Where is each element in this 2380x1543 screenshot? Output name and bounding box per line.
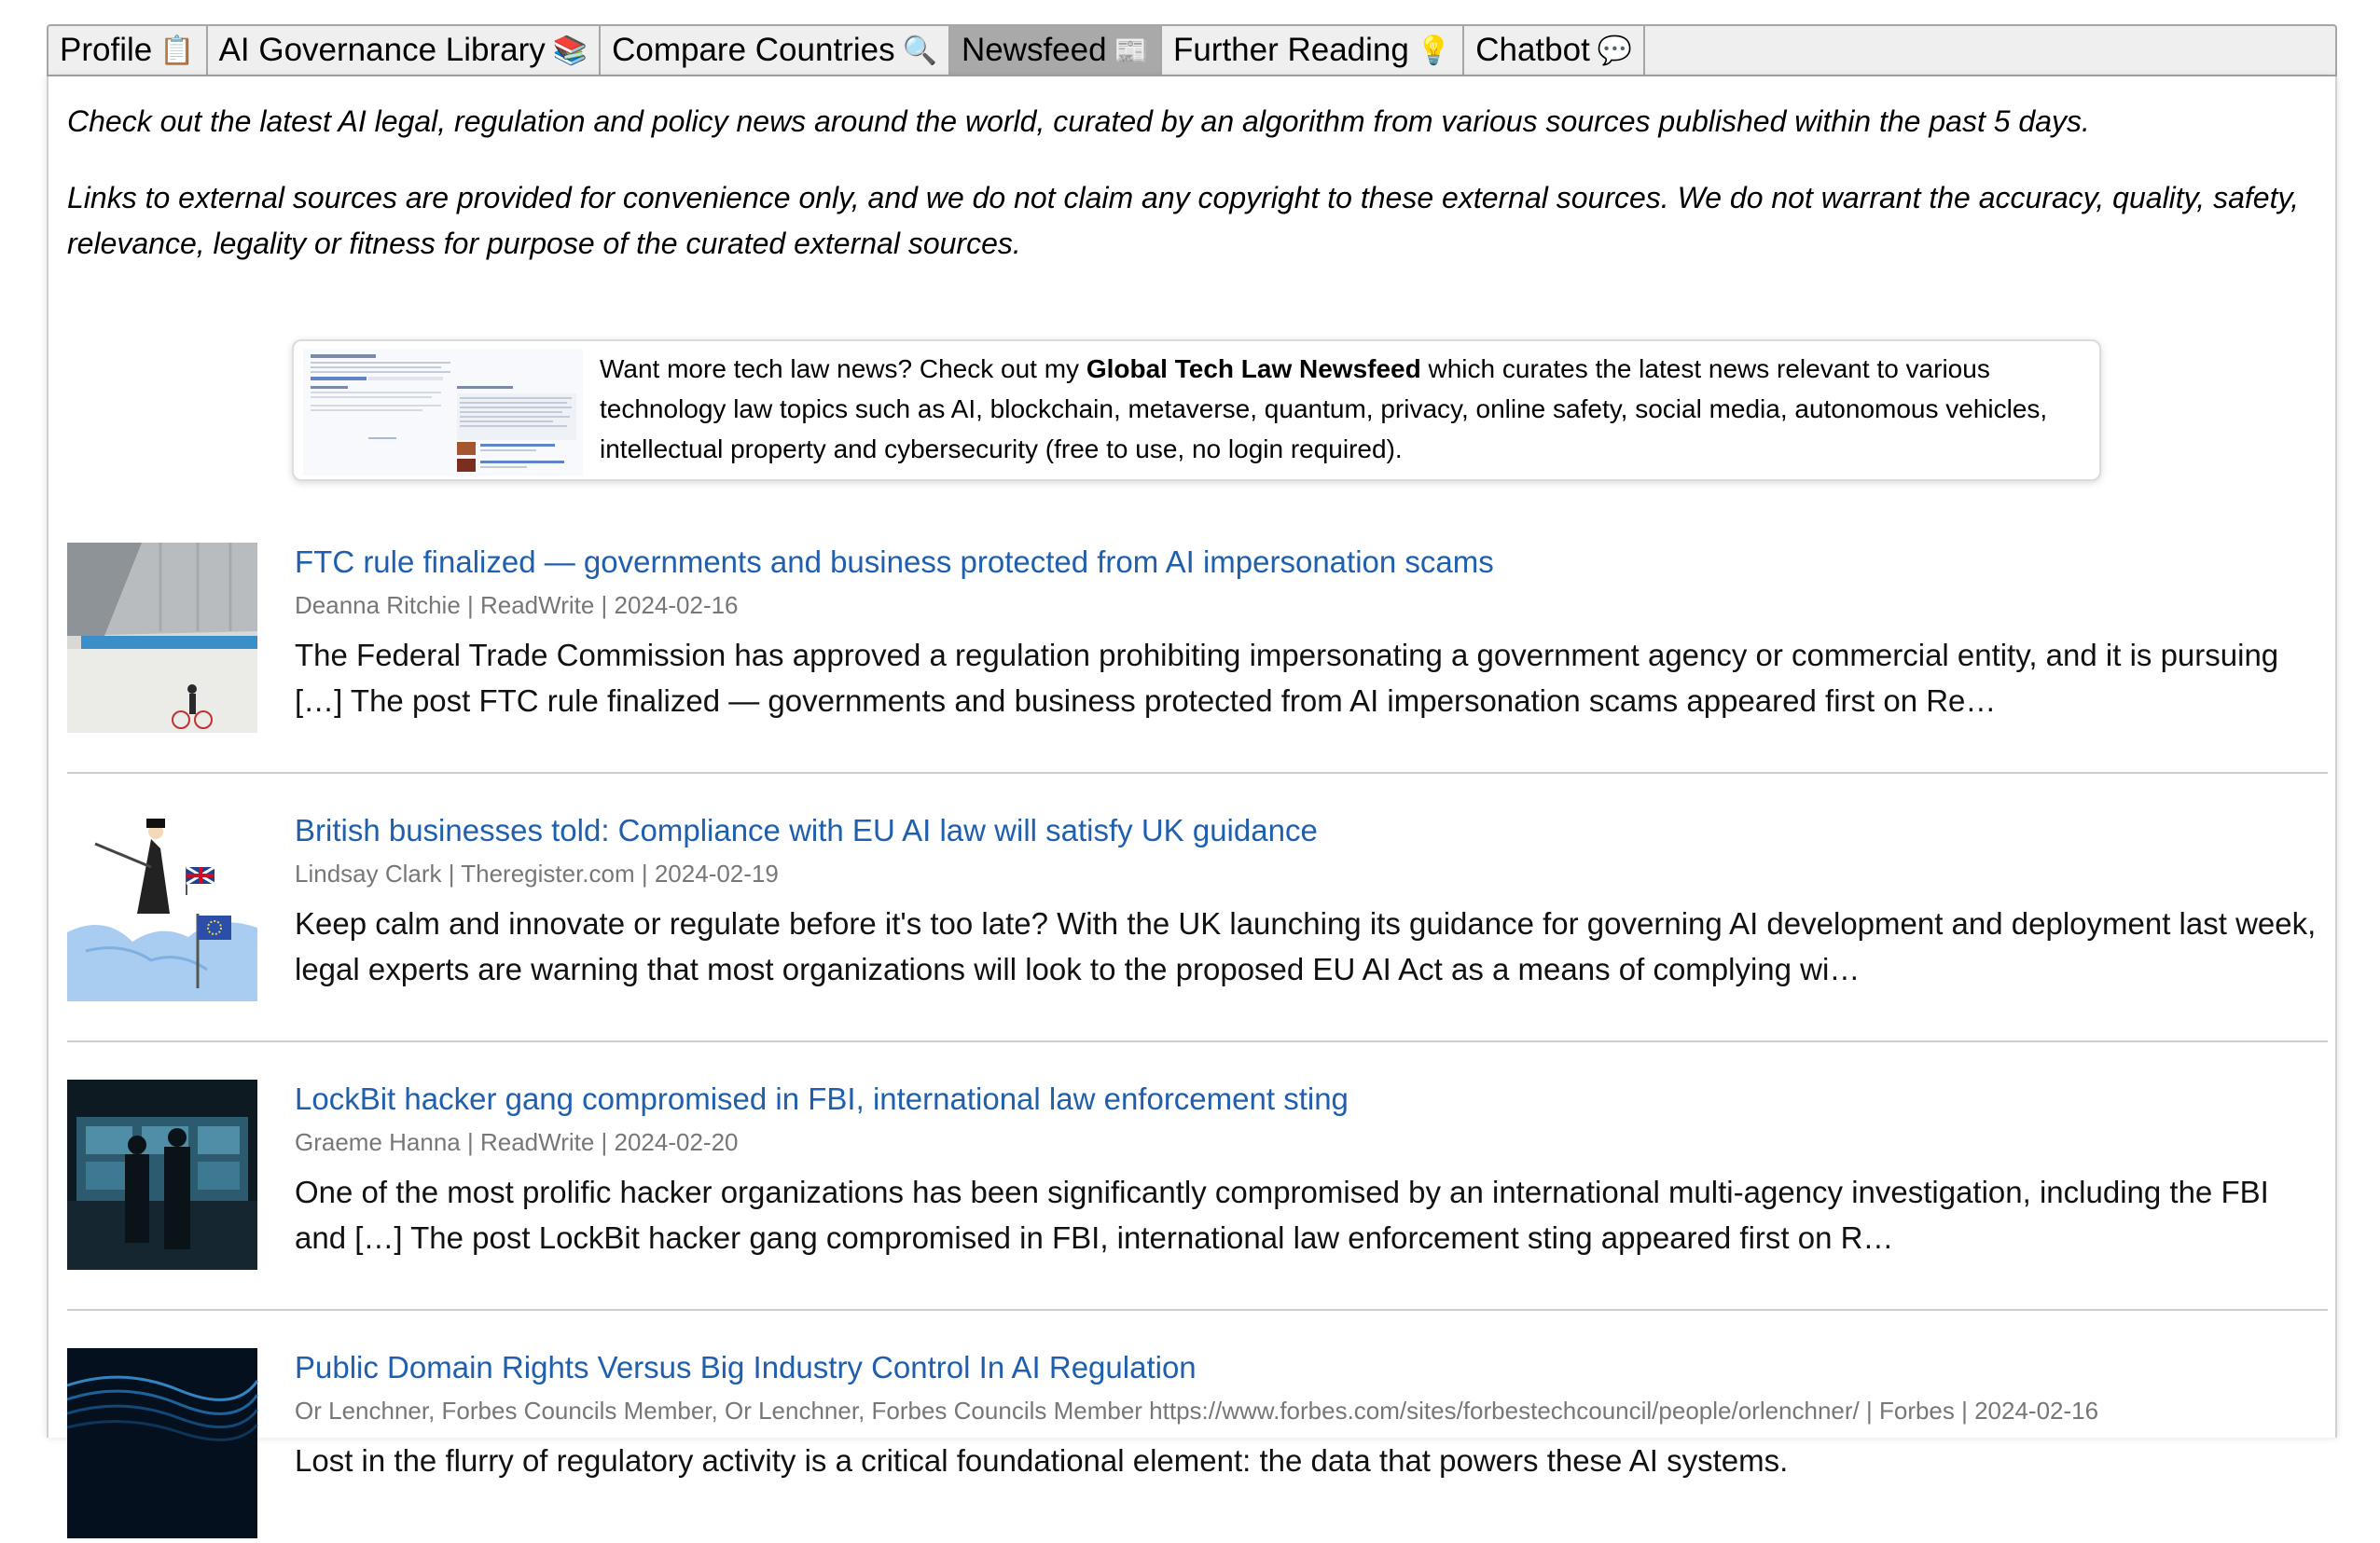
promo-suffix: which curates the latest news relevant to various technology law topics such as AI, blockchain, metaverse, quantum, privacy, online safety, social media, autonomous vehicles, intellectual property and cybersecurity (free to use, no login required). <box>600 354 2048 463</box>
divider <box>67 1040 2328 1042</box>
magnifier-icon: 🔍 <box>902 34 937 66</box>
article-meta: Lindsay Clark | Theregister.com | 2024-02-19 <box>295 860 779 888</box>
promo-text <box>600 349 2082 469</box>
article-title-link[interactable]: British businesses told: Compliance with EU AI law will satisfy UK guidance <box>295 813 1318 847</box>
newspaper-icon: 📰 <box>1114 34 1149 66</box>
article-title-link[interactable]: FTC rule finalized — governments and business protected from AI impersonation scams <box>295 544 1494 579</box>
article-description: The Federal Trade Commission has approved a regulation prohibiting impersonating a government agency or commercial entity, and it is pursuing […] The post FTC rule finalized — governments and business protected from AI impersonation scams appeared first on Re… <box>295 638 2279 718</box>
article-description: Lost in the flurry of regulatory activity is a critical foundational element: the data that powers these AI systems. <box>295 1443 1789 1478</box>
tab-compare-countries[interactable] <box>601 26 950 75</box>
tab-ai-governance-library[interactable] <box>208 26 602 75</box>
tab-label: AI Governance Library <box>218 32 546 68</box>
article-meta: Deanna Ritchie | ReadWrite | 2024-02-16 <box>295 591 739 619</box>
tab-newsfeed[interactable] <box>950 26 1162 75</box>
newsfeed-panel <box>47 76 2337 1478</box>
divider <box>67 1309 2328 1311</box>
tab-chatbot[interactable] <box>1464 26 1645 75</box>
article-thumbnail[interactable] <box>67 1348 257 1538</box>
lightbulb-icon: 💡 <box>1416 34 1452 66</box>
article-thumbnail[interactable] <box>67 543 257 733</box>
tab-bar <box>47 24 2337 76</box>
article-meta: Graeme Hanna | ReadWrite | 2024-02-20 <box>295 1128 739 1156</box>
article-thumbnail[interactable] <box>67 1080 257 1270</box>
clipboard-icon: 📋 <box>159 34 195 66</box>
article-meta: Or Lenchner, Forbes Councils Member, Or Lenchner, Forbes Councils Member https://www.forbes.com/sites/forbestechcouncil/people/orlenchner/ | Forbes | 2024-02-16 <box>295 1397 2099 1425</box>
tab-label: Further Reading <box>1172 32 1409 68</box>
article-description: One of the most prolific hacker organizations has been significantly compromised by an international multi-agency investigation, including the FBI and […] The post LockBit hacker gang compromised in FBI, international law enforcement sting appeared first on R… <box>295 1175 2269 1255</box>
article-description: Keep calm and innovate or regulate before it's too late? With the UK launching its guidance for governing AI development and deployment last week, legal experts are warning that most organizations will look to the proposed EU AI Act as a means of complying wi… <box>295 906 2317 986</box>
promo-card[interactable] <box>292 339 2101 481</box>
article-item <box>67 1080 2328 1272</box>
tab-label: Compare Countries <box>612 32 895 68</box>
books-icon: 📚 <box>552 34 588 66</box>
promo-prefix: Want more tech law news? Check out my <box>600 354 1086 383</box>
global-tech-law-newsfeed-link[interactable]: Global Tech Law Newsfeed <box>1086 354 1421 383</box>
article-item <box>67 543 2328 735</box>
speech-bubble-icon: 💬 <box>1597 34 1633 66</box>
intro-text: Check out the latest AI legal, regulation and policy news around the world, curated by an algorithm from various sources published within the past 5 days. <box>67 104 2090 138</box>
article-item <box>67 1348 2328 1540</box>
disclaimer-text: Links to external sources are provided for convenience only, and we do not claim any copyright to these external sources. We do not warrant the accuracy, quality, safety, relevance, legality or fitness for purpose of the curated external sources. <box>67 181 2299 260</box>
tab-label: Chatbot <box>1475 32 1590 68</box>
divider <box>67 772 2328 774</box>
tab-profile[interactable] <box>48 26 208 75</box>
article-item <box>67 811 2328 1003</box>
article-title-link[interactable]: LockBit hacker gang compromised in FBI, international law enforcement sting <box>295 1081 1349 1116</box>
tab-label: Newsfeed <box>961 32 1107 68</box>
tab-further-reading[interactable] <box>1162 26 1464 75</box>
newsfeed-preview-image <box>303 349 583 475</box>
article-title-link[interactable]: Public Domain Rights Versus Big Industry Control In AI Regulation <box>295 1350 1197 1385</box>
article-thumbnail[interactable] <box>67 811 257 1001</box>
tab-label: Profile <box>60 32 153 68</box>
